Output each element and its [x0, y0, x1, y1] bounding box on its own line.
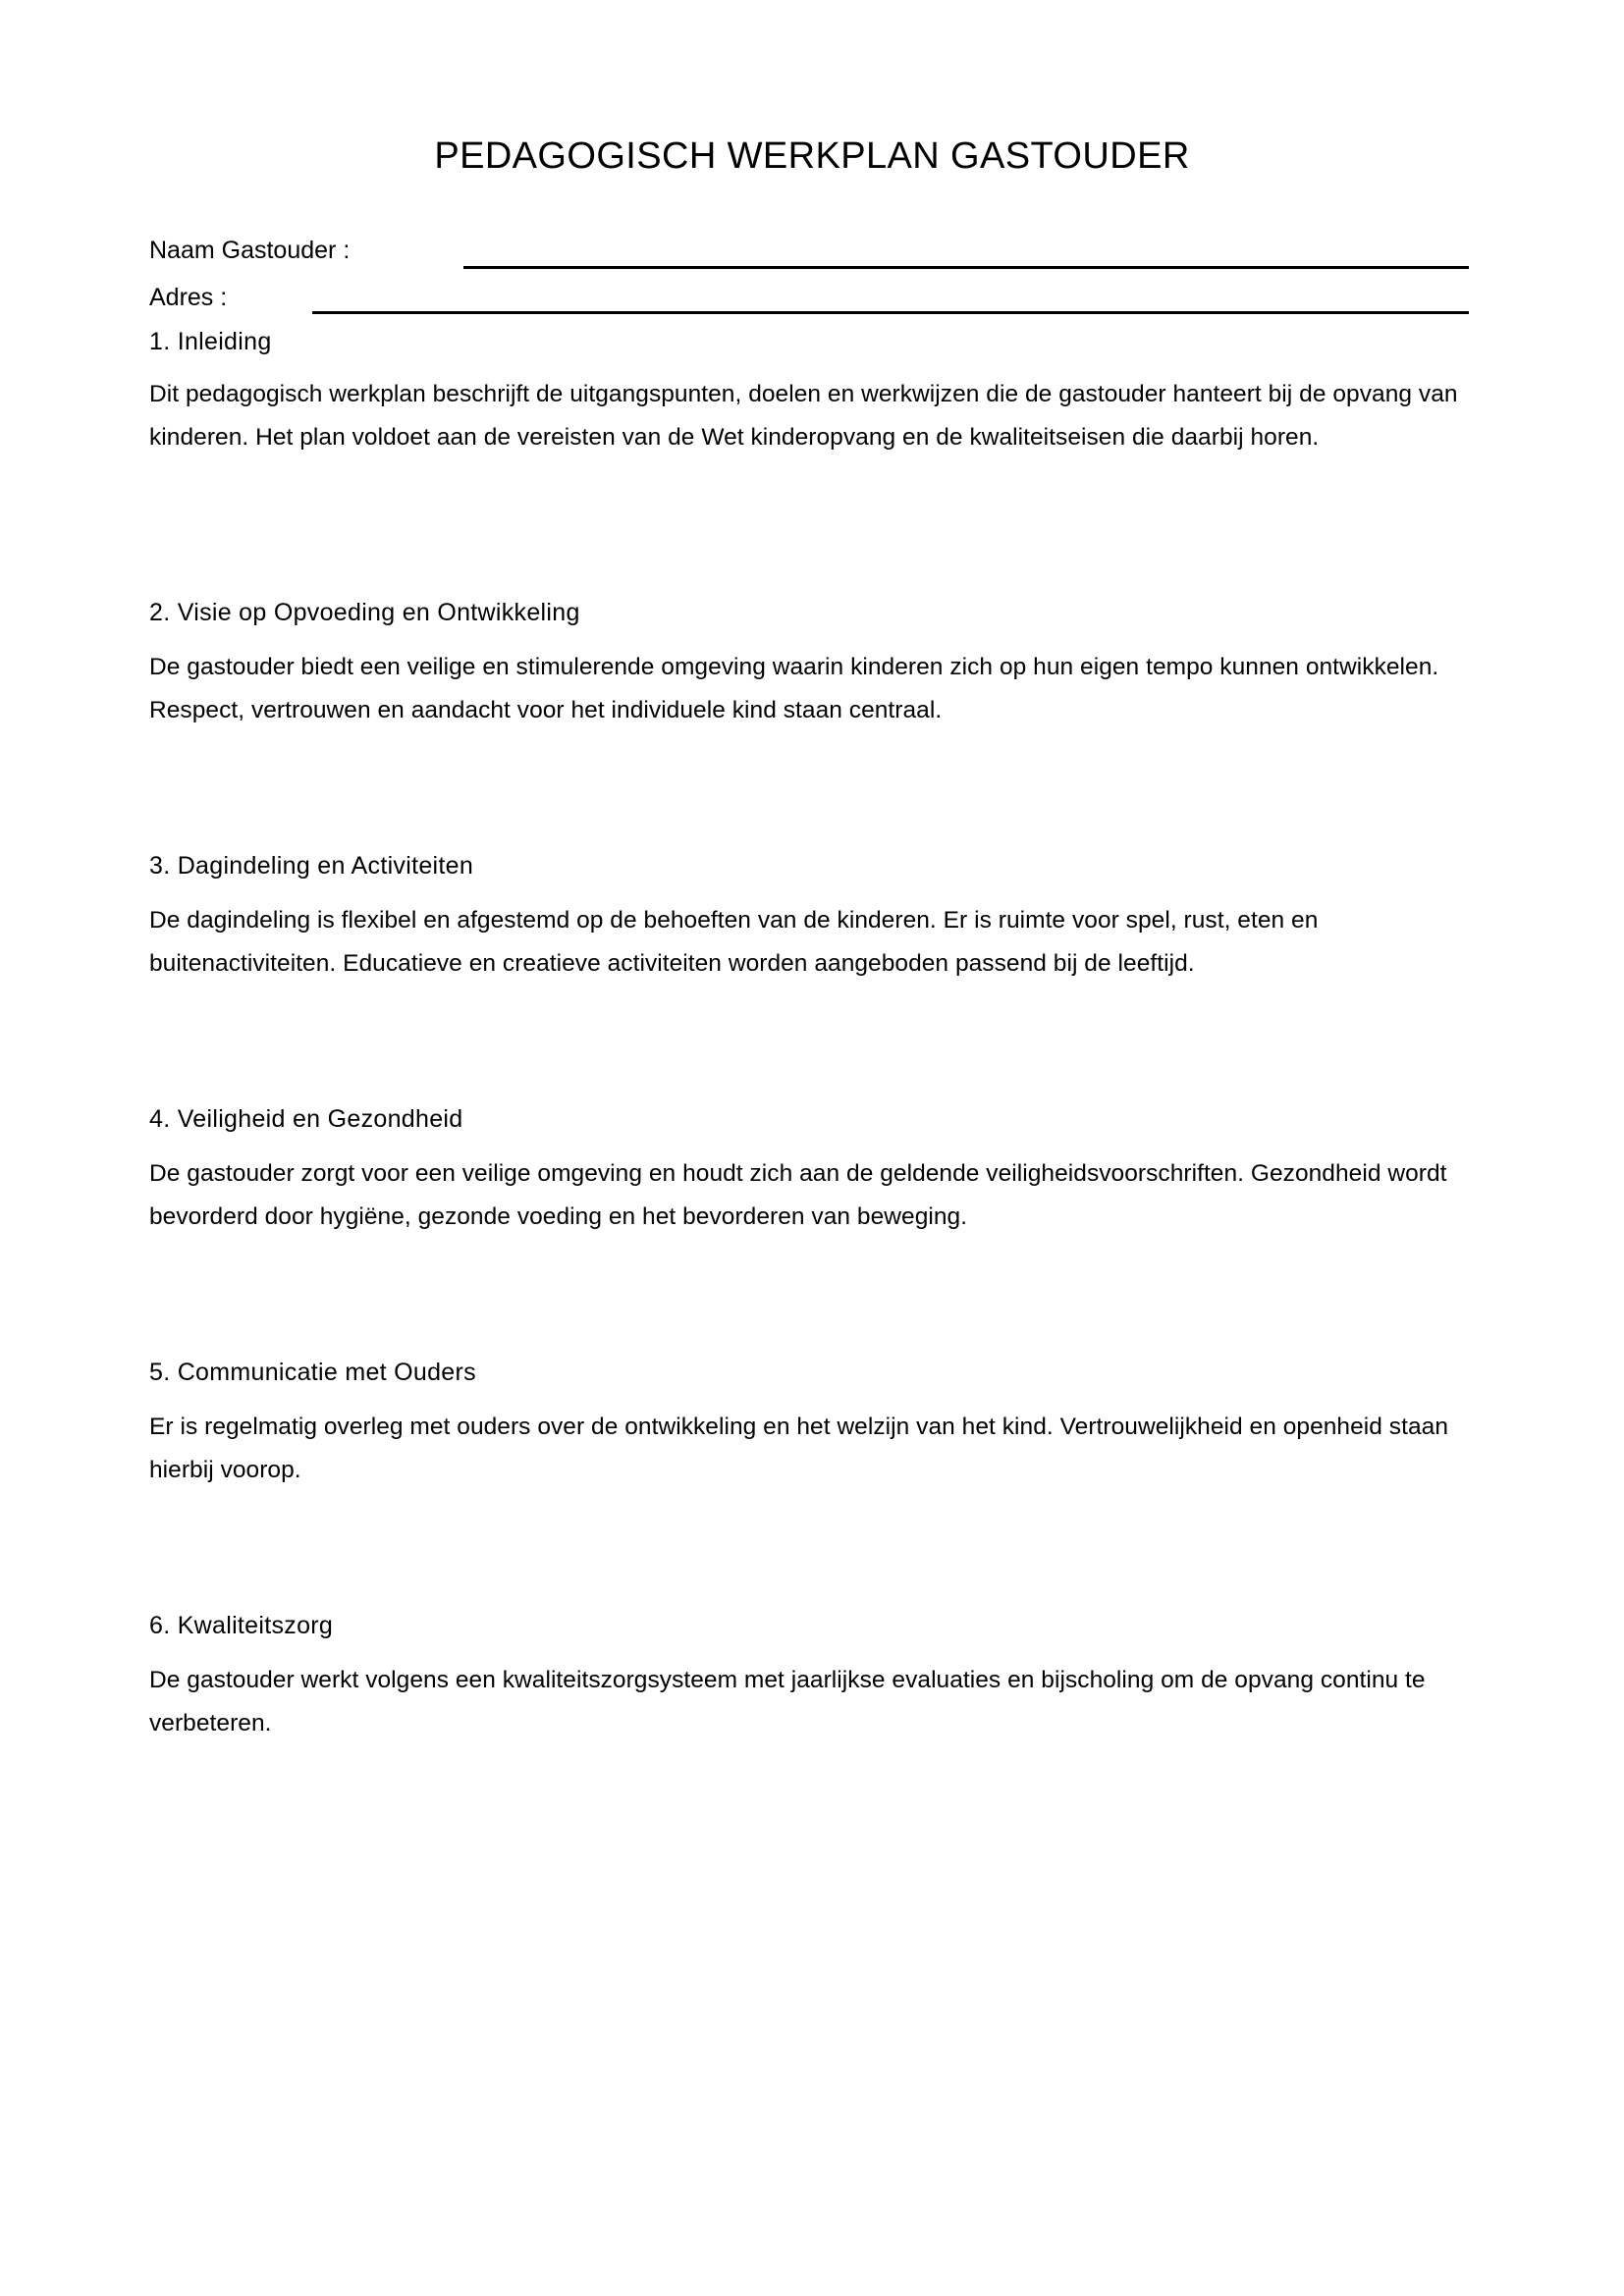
form-fields [149, 234, 1475, 328]
section-communicatie-met-ouders [149, 1355, 1475, 1492]
section-heading-4: 4. Veiligheid en Gezondheid [149, 1105, 463, 1133]
section-spacer [149, 536, 1475, 595]
section-heading-6: 6. Kwaliteitszorg [149, 1612, 334, 1639]
section-spacer [149, 789, 1475, 848]
section-body-1: Dit pedagogisch werkplan beschrijft de uitgangspunten, doelen en werkwijzen die de gastouder hanteert bij de opvang van kinderen. Het plan voldoet aan de vereisten van de Wet kinderopvang en de kwaliteitseisen die daarbij horen. [149, 381, 1458, 451]
section-body-3: De dagindeling is flexibel en afgestemd op de behoeften van de kinderen. Er is ruimte voor spel, rust, eten en buitenactiviteiten. Educatieve en creatieve activiteiten worden aangeboden passend bij de leeftijd. [149, 907, 1319, 977]
section-spacer [149, 1042, 1475, 1101]
section-body-2: De gastouder biedt een veilige en stimulerende omgeving waarin kinderen zich op hun eigen tempo kunnen ontwikkelen. Respect, vertrouwen en aandacht voor het individuele kind staan centraal. [149, 654, 1439, 723]
section-body-4: De gastouder zorgt voor een veilige omgeving en houdt zich aan de geldende veiligheidsvoorschriften. Gezondheid wordt bevorderd door hygiëne, gezonde voeding en het bevorderen van beweging. [149, 1160, 1447, 1230]
section-dagindeling-en-activiteiten [149, 848, 1475, 986]
section-body-6: De gastouder werkt volgens een kwaliteitszorgsysteem met jaarlijkse evaluaties en bijscholing om de opvang continu te verbeteren. [149, 1667, 1426, 1736]
document-body [149, 324, 1475, 1802]
input-line-naam-gastouder[interactable] [463, 266, 1469, 269]
label-naam-gastouder: Naam Gastouder : [149, 237, 351, 264]
input-line-adres[interactable] [312, 311, 1469, 314]
page-title: PEDAGOGISCH WERKPLAN GASTOUDER [434, 135, 1190, 178]
form-row-adres [149, 281, 1475, 328]
section-spacer [149, 1549, 1475, 1608]
form-row-naam-gastouder [149, 234, 1475, 281]
section-visie-op-opvoeding-en-ontwikkeling [149, 595, 1475, 732]
label-adres: Adres : [149, 284, 228, 311]
section-spacer [149, 1296, 1475, 1355]
section-heading-3: 3. Dagindeling en Activiteiten [149, 852, 474, 880]
section-heading-1: 1. Inleiding [149, 328, 272, 355]
section-kwaliteitszorg [149, 1608, 1475, 1745]
section-body-5: Er is regelmatig overleg met ouders over de ontwikkeling en het welzijn van het kind. Vertrouwelijkheid en openheid staan hierbij voorop. [149, 1414, 1448, 1483]
section-inleiding [149, 324, 1475, 459]
section-heading-2: 2. Visie op Opvoeding en Ontwikkeling [149, 599, 580, 626]
section-veiligheid-en-gezondheid [149, 1101, 1475, 1239]
section-heading-5: 5. Communicatie met Ouders [149, 1359, 476, 1386]
